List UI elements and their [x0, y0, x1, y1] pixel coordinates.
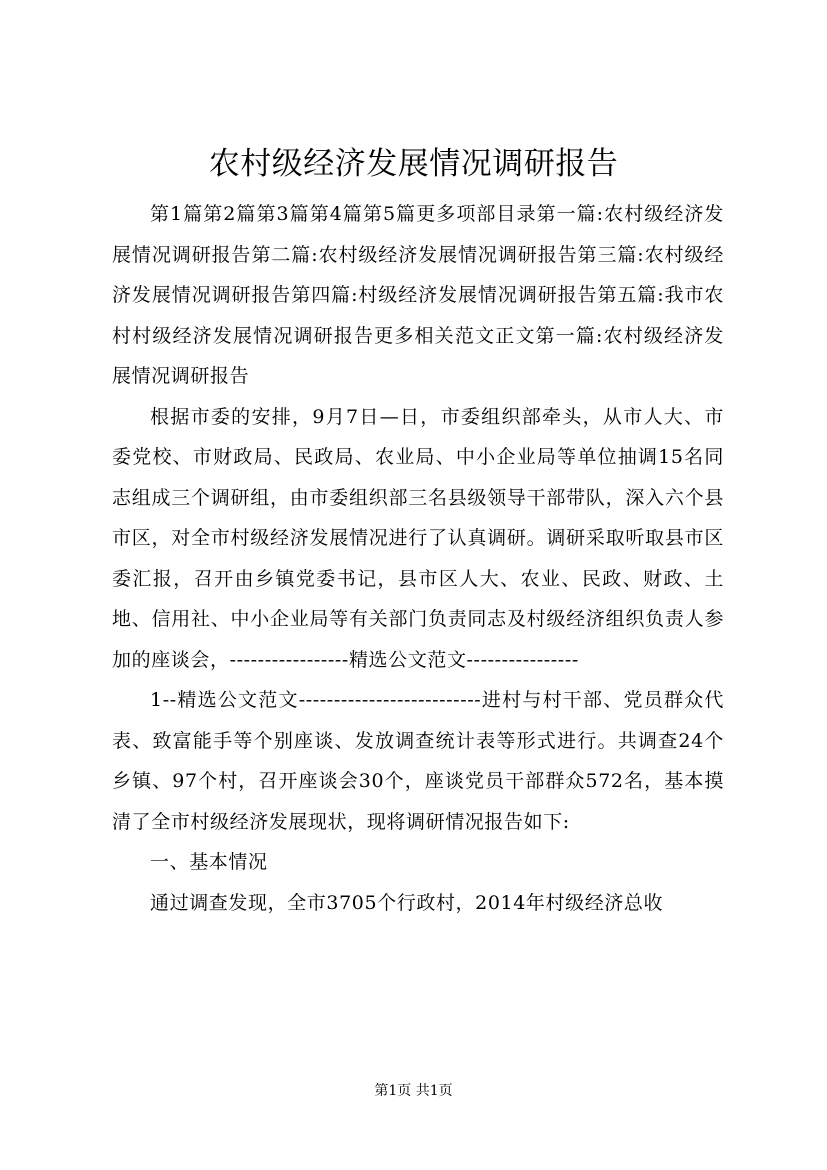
paragraph-research-arrangement: 根据市委的安排，9月7日—日，市委组织部牵头，从市人大、市委党校、市财政局、民政局、农业局、中小企业局等单位抽调15名同志组成三个调研组，由市委组织部三名县级领导干部带队，深入六个县市区，对全市村级经济发展情况进行了认真调研。调研采取听取县市区委汇报，召开由乡镇党委书记，县市区人大、农业、民政、财政、土地、信用社、中小企业局等有关部门负责同志及村级经济组织负责人参加的座谈会，-----------------精选公文范文---------------- — [112, 405, 724, 671]
paragraph-survey-findings: 通过调查发现，全市3705个行政村，2014年村级经济总收 — [150, 891, 664, 914]
paragraph-research-scope: 1--精选公文范文--------------------------进村与村干部、党员群众代表、致富能手等个别座谈、发放调查统计表等形式进行。共调查24个乡镇、97个村，召开座谈会30个，座谈党员干部群众572名，基本摸清了全市村级经济发展现状，现将调研情况报告如下: — [112, 689, 724, 833]
page-number-footer: 第1页 共1页 — [374, 1083, 453, 1099]
document-title: 农村级经济发展情况调研报告 — [208, 146, 619, 182]
paragraph-table-of-contents: 第1篇第2篇第3篇第4篇第5篇更多项部目录第一篇:农村级经济发展情况调研报告第二篇:农村级经济发展情况调研报告第三篇:农村级经济发展情况调研报告第四篇:村级经济发展情况调研报告第五篇:我市农村村级经济发展情况调研报告更多相关范文正文第一篇:农村级经济发展情况调研报告 — [112, 203, 724, 387]
document-body — [112, 194, 724, 923]
section-heading-basic-situation: 一、基本情况 — [150, 851, 268, 873]
